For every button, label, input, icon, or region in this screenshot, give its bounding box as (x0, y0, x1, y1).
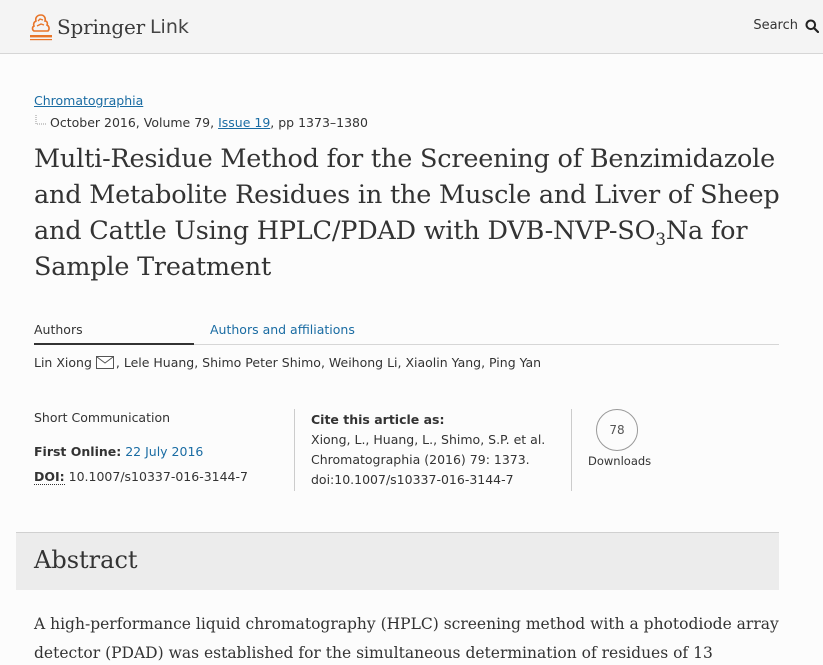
first-online-label: First Online: (34, 444, 122, 459)
title-part-1: Multi-Residue Method for the Screening of Benzimidazole and Metabolite Residues in the Muscle and Liver of Sheep and Cattle Using HPLC/PDAD with DVB-NVP-SO (34, 144, 780, 246)
issue-prefix: October 2016, Volume 79, (50, 114, 219, 130)
search-label: Search (753, 18, 798, 33)
doi-label: DOI: (34, 469, 65, 484)
abstract-heading: Abstract (34, 546, 138, 574)
journal-link[interactable]: Chromatographia (34, 93, 144, 108)
search-button[interactable] (753, 18, 819, 33)
article-type: Short Communication (34, 410, 171, 425)
doi (34, 469, 248, 484)
meta-divider (294, 409, 295, 491)
other-authors: , Lele Huang, Shimo Peter Shimo, Weihong Li, Xiaolin Yang, Ping Yan (115, 355, 542, 370)
title-part-2: Na for Sample Treatment (34, 216, 748, 282)
downloads-label: Downloads (588, 454, 652, 468)
brand-primary: Springer (57, 15, 145, 39)
springer-horse-icon (28, 12, 54, 42)
cite-line-3: doi:10.1007/s10337-016-3144-7 (311, 472, 514, 487)
citation-block (311, 410, 545, 490)
search-icon (805, 19, 819, 33)
tab-authors-affiliations[interactable]: Authors and affiliations (210, 322, 355, 337)
author-tabs (34, 320, 779, 345)
author-name[interactable]: Lin Xiong (34, 355, 92, 370)
downloads-count: 78 (596, 409, 638, 451)
first-online-date[interactable]: 22 July 2016 (125, 444, 204, 459)
cite-line-1: Xiong, L., Huang, L., Shimo, S.P. et al. (311, 432, 546, 447)
top-bar (0, 0, 823, 54)
title-subscript: 3 (655, 230, 666, 250)
issue-link[interactable]: Issue 19 (218, 114, 271, 130)
author-list (34, 355, 541, 370)
first-online (34, 444, 203, 459)
cite-heading: Cite this article as: (311, 412, 445, 427)
tree-branch-icon (34, 115, 48, 129)
brand-secondary: Link (149, 16, 189, 38)
cite-divider (571, 409, 572, 491)
issue-info (34, 114, 368, 130)
article-title (34, 141, 794, 285)
abstract-text: A high-performance liquid chromatography (HPLC) screening method with a photodiode array detector (PDAD) was established for the simultaneous determination of residues of 13 (34, 615, 779, 662)
doi-value: 10.1007/s10337-016-3144-7 (68, 469, 248, 484)
cite-line-2: Chromatographia (2016) 79: 1373. (311, 452, 530, 467)
tab-authors[interactable]: Authors (34, 322, 194, 345)
abstract-section-header[interactable] (16, 532, 779, 590)
email-icon[interactable] (96, 356, 114, 369)
issue-pages: , pp 1373–1380 (270, 114, 368, 130)
springerlink-logo[interactable] (28, 11, 189, 43)
